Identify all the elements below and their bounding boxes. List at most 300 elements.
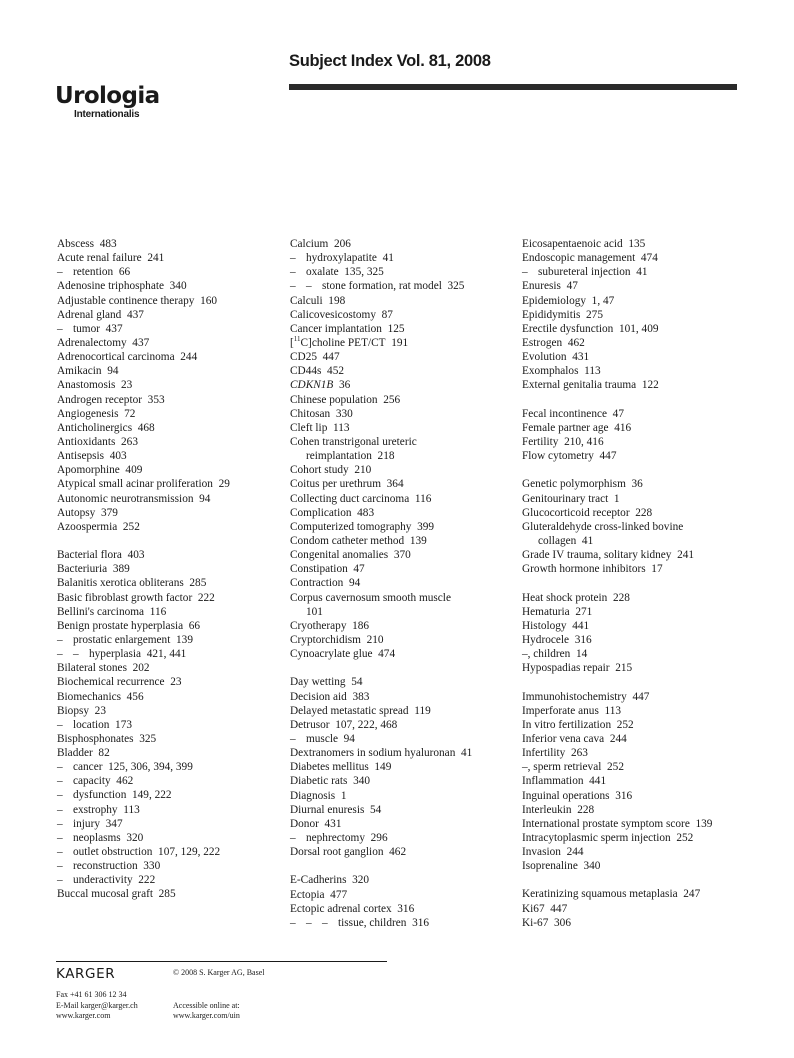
index-term: Enuresis <box>522 280 561 293</box>
page-numbers: 379 <box>100 506 118 519</box>
page-numbers: 447 <box>322 351 340 364</box>
index-term: capacity <box>73 775 111 788</box>
index-entry <box>57 364 282 378</box>
subentry-dash: – <box>306 916 312 929</box>
index-entry <box>57 449 282 463</box>
page-numbers: 135 <box>628 238 646 250</box>
index-entry <box>290 831 515 845</box>
index-term: Isoprenaline <box>522 860 578 873</box>
index-entry <box>290 888 515 902</box>
index-entry <box>57 887 282 901</box>
index-term: Chinese population <box>290 393 378 406</box>
index-term: Angiogenesis <box>57 407 119 420</box>
page-numbers: 54 <box>351 676 363 689</box>
online-url-link[interactable]: www.karger.com/uin <box>173 1011 240 1020</box>
subentry-dash: – <box>57 775 63 788</box>
page-numbers: 483 <box>357 506 375 519</box>
page-numbers: 483 <box>99 238 117 250</box>
page-numbers: 316 <box>615 789 633 802</box>
page-numbers: 296 <box>370 831 388 844</box>
index-entry <box>522 265 747 279</box>
fax: Fax +41 61 306 12 34 <box>56 990 127 999</box>
index-term: Grade IV trauma, solitary kidney <box>522 549 672 562</box>
index-entry <box>57 407 282 421</box>
index-entry <box>57 619 282 633</box>
page-numbers: 437 <box>132 336 150 349</box>
page-numbers: 1 <box>613 492 620 505</box>
index-entry <box>522 435 747 449</box>
page-numbers: 222 <box>138 874 156 887</box>
index-entry <box>522 449 747 463</box>
entry-continuation <box>290 449 515 463</box>
index-term: Invasion <box>522 846 561 859</box>
page-numbers: 125 <box>387 322 405 335</box>
page-numbers: 113 <box>584 365 601 378</box>
page-numbers: 72 <box>124 407 136 420</box>
page-numbers: 441 <box>589 775 607 788</box>
index-term: Anticholinergics <box>57 421 133 434</box>
index-entry <box>522 520 747 548</box>
index-column-1 <box>57 237 282 902</box>
index-entry <box>290 789 515 803</box>
index-entry <box>290 591 515 619</box>
page-numbers: 247 <box>683 888 701 901</box>
index-term: prostatic enlargement <box>73 633 171 646</box>
page-numbers: 474 <box>640 252 658 265</box>
index-term: Fertility <box>522 435 559 448</box>
index-term: Condom catheter method <box>290 534 405 547</box>
index-entry <box>57 690 282 704</box>
page-numbers: 421, 441 <box>146 648 187 661</box>
page-numbers: 252 <box>676 831 694 844</box>
index-entry <box>57 803 282 817</box>
index-term: Genetic polymorphism <box>522 478 626 491</box>
page-title: Subject Index Vol. 81, 2008 <box>289 52 491 70</box>
index-term: Diagnosis <box>290 789 336 802</box>
index-term: Imperforate anus <box>522 704 599 717</box>
page-numbers: 94 <box>349 577 361 590</box>
page-numbers: 447 <box>599 450 617 463</box>
index-entry <box>57 661 282 675</box>
index-term: Cohort study <box>290 464 349 477</box>
index-entry <box>290 746 515 760</box>
subentry-dash: – <box>306 280 312 293</box>
index-entry <box>57 322 282 336</box>
page-numbers: 139 <box>409 534 427 547</box>
index-term: Erectile dysfunction <box>522 322 614 335</box>
index-entry <box>57 647 282 661</box>
index-entry <box>290 393 515 407</box>
index-entry <box>57 845 282 859</box>
index-term: Adrenocortical carcinoma <box>57 351 175 364</box>
index-entry <box>522 562 747 576</box>
index-term: Cryotherapy <box>290 619 347 632</box>
index-term: –, children <box>522 648 571 661</box>
page-numbers: 210 <box>354 464 372 477</box>
index-entry <box>522 308 747 322</box>
index-term: Cynoacrylate glue <box>290 648 373 661</box>
index-term: Bacterial flora <box>57 549 122 562</box>
index-term: Androgen receptor <box>57 393 143 406</box>
index-term: reconstruction <box>73 860 138 873</box>
page-numbers: 241 <box>147 252 165 265</box>
index-term: Cancer implantation <box>290 322 382 335</box>
page-numbers: 431 <box>324 817 342 830</box>
index-term: Hypospadias repair <box>522 662 610 675</box>
index-term: injury <box>73 817 100 830</box>
index-term: Ki-67 <box>522 916 549 929</box>
index-term: Adenosine triphosphate <box>57 280 164 293</box>
index-term: Intracytoplasmic sperm injection <box>522 831 671 844</box>
index-entry <box>522 690 747 704</box>
index-entry <box>290 548 515 562</box>
page-numbers: 244 <box>609 732 627 745</box>
index-entry <box>57 279 282 293</box>
index-term: Azoospermia <box>57 520 118 533</box>
logo-sub-text: Internationalis <box>74 109 140 120</box>
index-term: Basic fibroblast growth factor <box>57 591 193 604</box>
page-numbers: 228 <box>612 591 630 604</box>
index-entry <box>57 393 282 407</box>
index-term: Cleft lip <box>290 421 328 434</box>
index-entry <box>290 732 515 746</box>
index-entry <box>290 492 515 506</box>
page-numbers: 241 <box>677 549 695 562</box>
index-term: dysfunction <box>73 789 127 802</box>
publisher-logo: KARGER <box>56 966 116 982</box>
page-numbers: 173 <box>115 718 132 731</box>
entry-continuation <box>290 605 515 619</box>
index-entry <box>522 661 747 675</box>
index-term: Collecting duct carcinoma <box>290 492 410 505</box>
index-entry <box>290 265 515 279</box>
contact-block <box>56 990 138 1022</box>
index-term: Biomechanics <box>57 690 121 703</box>
subentry-dash: – <box>57 803 63 816</box>
index-term: Exomphalos <box>522 365 579 378</box>
page-numbers: 210, 416 <box>564 435 604 448</box>
subentry-dash: – <box>57 789 63 802</box>
index-entry <box>57 760 282 774</box>
index-term: Bellini's carcinoma <box>57 605 145 618</box>
index-entry <box>522 294 747 308</box>
subentry-dash: – <box>290 266 296 279</box>
index-entry <box>57 548 282 562</box>
index-term: Keratinizing squamous metaplasia <box>522 888 678 901</box>
index-entry <box>290 364 515 378</box>
index-term: Endoscopic management <box>522 252 636 265</box>
page-numbers: 403 <box>127 549 145 562</box>
index-term: Autopsy <box>57 506 96 519</box>
index-term: Dextranomers in sodium hyaluronan <box>290 747 456 760</box>
index-entry <box>522 279 747 293</box>
subentry-dash: – <box>57 266 63 279</box>
index-term: tumor <box>73 322 100 335</box>
page-numbers: 228 <box>577 803 595 816</box>
page-numbers: 399 <box>417 520 435 533</box>
index-term: CD25 <box>290 351 317 364</box>
email-link[interactable]: E-Mail karger@karger.ch <box>56 1000 138 1010</box>
page-numbers: 113 <box>333 421 350 434</box>
index-entry <box>522 350 747 364</box>
index-term: Constipation <box>290 563 348 576</box>
page-numbers: 47 <box>566 280 578 293</box>
page-numbers: 1 <box>340 789 347 802</box>
index-term: Evolution <box>522 351 567 364</box>
index-entry <box>522 591 747 605</box>
page-numbers: 113 <box>123 803 140 816</box>
page-numbers: 122 <box>641 379 659 392</box>
index-term: Heat shock protein <box>522 591 608 604</box>
page-numbers: 36 <box>338 379 351 392</box>
index-term: Estrogen <box>522 336 563 349</box>
index-entry <box>57 704 282 718</box>
page-numbers: 116 <box>414 492 432 505</box>
index-term: Diurnal enuresis <box>290 803 365 816</box>
index-term: Fecal incontinence <box>522 407 608 420</box>
website-link[interactable]: www.karger.com <box>56 1011 111 1020</box>
index-entry <box>290 237 515 251</box>
page-numbers: 23 <box>94 704 106 717</box>
subentry-dash: – <box>290 252 296 265</box>
entry-continuation <box>522 534 747 548</box>
index-entry <box>290 308 515 322</box>
index-term: Genitourinary tract <box>522 492 609 505</box>
index-term: Congenital anomalies <box>290 549 389 562</box>
index-entry <box>57 506 282 520</box>
index-entry <box>290 407 515 421</box>
index-term: Bacteriuria <box>57 563 108 576</box>
index-entry <box>57 336 282 350</box>
page-numbers: 452 <box>327 365 344 378</box>
page-numbers: 285 <box>189 577 207 590</box>
page-numbers: 437 <box>105 322 123 335</box>
index-term: Immunohistochemistry <box>522 690 627 703</box>
index-term: subureteral injection <box>538 266 631 279</box>
index-entry <box>522 803 747 817</box>
subentry-dash: – <box>290 831 296 844</box>
page-numbers: 47 <box>353 563 365 576</box>
copyright: © 2008 S. Karger AG, Basel <box>173 968 265 977</box>
page-numbers: 340 <box>583 860 601 873</box>
page-numbers: 87 <box>381 308 393 321</box>
page-numbers: 285 <box>158 888 176 901</box>
index-entry <box>522 774 747 788</box>
index-entry <box>57 788 282 802</box>
index-term: muscle <box>306 732 338 745</box>
page-numbers: 218 <box>377 450 395 463</box>
page-numbers: 330 <box>143 860 161 873</box>
index-term: Buccal mucosal graft <box>57 888 153 901</box>
page-numbers: 462 <box>567 336 585 349</box>
index-term: Interleukin <box>522 803 572 816</box>
index-entry <box>522 760 747 774</box>
index-entry <box>290 690 515 704</box>
page-numbers: 447 <box>550 902 568 915</box>
index-entry <box>290 845 515 859</box>
index-entry <box>57 591 282 605</box>
index-term: location <box>73 718 110 731</box>
page-numbers: 447 <box>632 690 650 703</box>
index-entry <box>290 294 515 308</box>
letter-gap <box>522 393 747 407</box>
index-entry <box>522 477 747 491</box>
page-numbers: 14 <box>575 648 588 661</box>
index-term: oxalate <box>306 266 339 279</box>
index-term: Flow cytometry <box>522 450 594 463</box>
index-entry <box>522 817 747 831</box>
page-numbers: 125, 306, 394, 399 <box>108 761 193 774</box>
letter-gap <box>57 534 282 548</box>
index-term: Delayed metastatic spread <box>290 704 409 717</box>
subentry-dash: – <box>57 633 63 646</box>
subentry-dash: – <box>57 846 63 859</box>
index-term: Bilateral stones <box>57 662 127 675</box>
page-numbers: 17 <box>651 563 663 576</box>
index-term: tissue, children <box>338 916 407 929</box>
index-term: hydroxylapatite <box>306 252 377 265</box>
index-term: Balanitis xerotica obliterans <box>57 577 184 590</box>
index-term: Atypical small acinar proliferation <box>57 478 213 491</box>
subentry-dash: – <box>290 916 296 929</box>
index-term: Ectopic adrenal cortex <box>290 902 392 915</box>
index-entry <box>290 633 515 647</box>
index-term: Biochemical recurrence <box>57 676 165 689</box>
index-entry <box>290 576 515 590</box>
page-numbers: 456 <box>126 690 144 703</box>
index-entry <box>57 378 282 392</box>
page-numbers: 135, 325 <box>344 266 384 279</box>
index-term: Contraction <box>290 577 344 590</box>
index-term: Chitosan <box>290 407 331 420</box>
index-term: Donor <box>290 817 319 830</box>
subentry-dash: – <box>73 648 79 661</box>
page-numbers: 66 <box>118 266 131 279</box>
index-entry <box>290 350 515 364</box>
page-numbers: 416 <box>614 421 632 434</box>
index-entry <box>290 817 515 831</box>
page-numbers: 160 <box>200 294 218 307</box>
page-numbers: 370 <box>393 549 411 562</box>
page-numbers: 316 <box>574 633 592 646</box>
index-term: Computerized tomography <box>290 520 412 533</box>
index-entry <box>522 548 747 562</box>
index-entry <box>290 704 515 718</box>
footer-rule <box>56 961 387 962</box>
index-entry <box>57 463 282 477</box>
subentry-dash: – <box>290 280 296 293</box>
page-numbers: 244 <box>566 846 584 859</box>
page-numbers: 113 <box>604 704 622 717</box>
letter-gap <box>522 463 747 477</box>
page-numbers: 244 <box>180 351 198 364</box>
page-numbers: 191 <box>391 336 409 349</box>
page-numbers: 263 <box>121 435 138 448</box>
index-term: Coitus per urethrum <box>290 478 381 491</box>
page-numbers: 116 <box>149 605 167 618</box>
continuation-text: reimplantation <box>306 450 372 463</box>
index-term: Antioxidants <box>57 435 116 448</box>
index-term: Hydrocele <box>522 633 570 646</box>
index-entry <box>57 265 282 279</box>
page-numbers: 94 <box>107 365 119 378</box>
index-term: Day wetting <box>290 676 346 689</box>
page-numbers: 206 <box>333 238 351 250</box>
index-entry <box>290 279 515 293</box>
subentry-dash: – <box>290 732 296 745</box>
index-term: External genitalia trauma <box>522 379 637 392</box>
index-entry <box>522 407 747 421</box>
page-numbers: 119 <box>414 704 431 717</box>
index-entry <box>57 492 282 506</box>
index-term: Growth hormone inhibitors <box>522 563 646 576</box>
index-entry <box>57 859 282 873</box>
index-term: CDKN1B <box>290 379 334 392</box>
page-numbers: 23 <box>170 676 182 689</box>
index-entry <box>522 619 747 633</box>
page-numbers: 340 <box>169 280 187 293</box>
index-term: Female partner age <box>522 421 609 434</box>
page-numbers: 275 <box>586 308 603 321</box>
page-numbers: 431 <box>572 351 590 364</box>
page-numbers: 139 <box>176 633 193 646</box>
index-entry <box>522 322 747 336</box>
page-numbers: 316 <box>397 902 415 915</box>
index-entry <box>290 873 515 887</box>
index-entry <box>522 746 747 760</box>
page-numbers: 41 <box>461 747 473 760</box>
page-numbers: 271 <box>575 605 593 618</box>
index-entry <box>522 704 747 718</box>
index-entry <box>57 633 282 647</box>
page-numbers: 198 <box>328 294 346 307</box>
index-term: Biopsy <box>57 704 90 717</box>
page-numbers: 23 <box>121 379 133 392</box>
index-term: nephrectomy <box>306 831 365 844</box>
subentry-dash: – <box>57 860 63 873</box>
index-term: In vitro fertilization <box>522 718 612 731</box>
index-term: Ki67 <box>522 902 545 915</box>
index-entry <box>57 562 282 576</box>
index-term: hyperplasia <box>89 648 142 661</box>
index-entry <box>57 718 282 732</box>
index-term: [$^{11}$C]choline PET/CT <box>290 335 386 349</box>
index-term: Adrenalectomy <box>57 336 127 349</box>
page-numbers: 252 <box>607 761 624 774</box>
page-numbers: 186 <box>352 619 370 632</box>
page-numbers: 215 <box>615 662 633 675</box>
page-numbers: 202 <box>132 662 150 675</box>
index-entry <box>290 534 515 548</box>
index-term: retention <box>73 266 114 279</box>
index-entry <box>57 746 282 760</box>
index-entry <box>57 520 282 534</box>
page-numbers: 330 <box>335 407 353 420</box>
page-numbers: 383 <box>352 690 370 703</box>
page-numbers: 252 <box>122 520 140 533</box>
index-entry <box>290 378 515 392</box>
letter-gap <box>290 859 515 873</box>
page-numbers: 41 <box>636 266 648 279</box>
index-term: outlet obstruction <box>73 846 153 859</box>
subentry-dash: – <box>57 831 63 844</box>
index-term: Apomorphine <box>57 464 120 477</box>
index-entry <box>290 774 515 788</box>
index-entry <box>522 916 747 930</box>
index-entry <box>522 887 747 901</box>
index-entry <box>290 619 515 633</box>
index-term: –, sperm retrieval <box>522 761 602 774</box>
